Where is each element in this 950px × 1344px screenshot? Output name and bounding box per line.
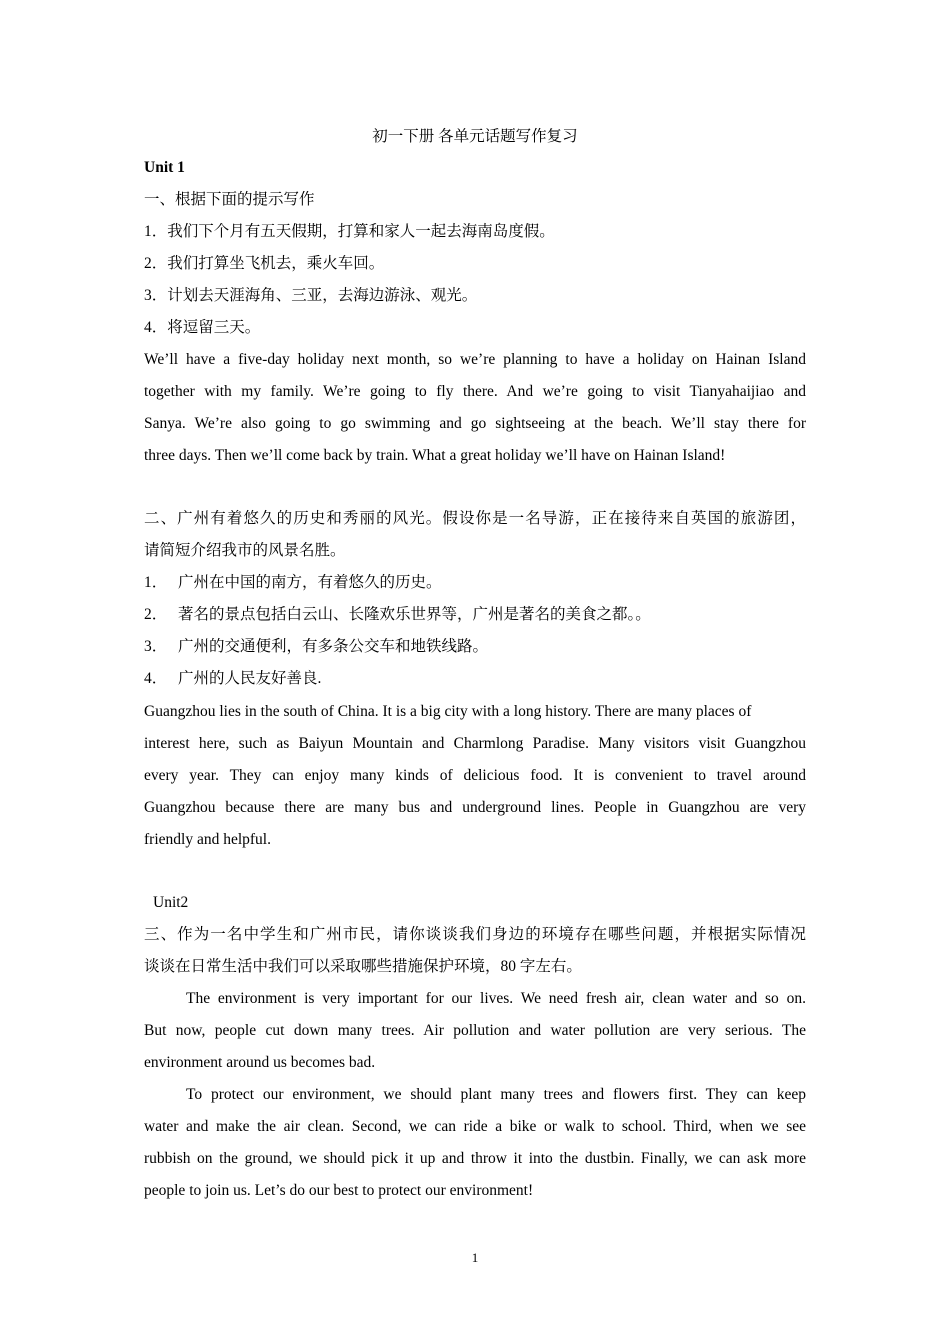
task1-hint-1: 1．我们下个月有五天假期，打算和家人一起去海南岛度假。 — [144, 223, 555, 240]
document-title: 初一下册 各单元话题写作复习 — [372, 128, 578, 145]
unit2-heading: Unit2 — [153, 894, 189, 911]
task1-hint-3: 3．计划去天涯海角、三亚，去海边游泳、观光。 — [144, 287, 478, 304]
task3-prompt-line-2: 谈谈在日常生活中我们可以采取哪些措施保护环境，80 字左右。 — [144, 958, 582, 975]
task3-para2-line-2: water and make the air clean. Second, we can ride a bike or walk to school. Third, when we see — [144, 1118, 806, 1135]
task1-prompt: 一、根据下面的提示写作 — [144, 191, 315, 208]
unit1-heading: Unit 1 — [144, 159, 185, 176]
task3-prompt-line-1: 三、作为一名中学生和广州市民，请你谈谈我们身边的环境存在哪些问题，并根据实际情况 — [144, 926, 806, 943]
task2-hint-3-text: 广州的交通便利，有多条公交车和地铁线路。 — [178, 638, 489, 655]
task2-prompt-line-1: 二、广州有着悠久的历史和秀丽的风光。假设你是一名导游，正在接待来自英国的旅游团， — [144, 510, 806, 527]
task2-hint-4-text: 广州的人民友好善良. — [178, 670, 322, 687]
task2-hint-1-text: 广州在中国的南方，有着悠久的历史。 — [178, 574, 442, 591]
task3-para2-line-4: people to join us. Let’s do our best to protect our environment! — [144, 1182, 534, 1199]
task2-hint-4-number: 4． — [144, 670, 168, 687]
task2-hint-2-number: 2． — [144, 606, 168, 623]
task3-para1-line-3: environment around us becomes bad. — [144, 1054, 376, 1071]
task3-para1-line-2: But now, people cut down many trees. Air pollution and water pollution are very serious. The — [144, 1022, 806, 1039]
task2-hint-3-number: 3． — [144, 638, 168, 655]
task1-essay-line-3: Sanya. We’re also going to go swimming and go sightseeing at the beach. We’ll stay there for — [144, 415, 806, 432]
task1-essay-line-1: We’ll have a five-day holiday next month, so we’re planning to have a holiday on Hainan Island — [144, 351, 806, 368]
task1-essay-line-2: together with my family. We’re going to fly there. And we’re going to visit Tianyahaijiao and — [144, 383, 806, 400]
task3-para2-line-1: To protect our environment, we should plant many trees and flowers first. They can keep — [186, 1086, 806, 1103]
page-number: 1 — [471, 1250, 479, 1265]
task2-essay-line-4: Guangzhou because there are many bus and underground lines. People in Guangzhou are very — [144, 799, 806, 816]
task2-essay-line-5: friendly and helpful. — [144, 831, 271, 848]
task2-hint-1 — [144, 573, 806, 593]
task2-hint-4 — [144, 669, 806, 689]
task2-essay-line-3: every year. They can enjoy many kinds of delicious food. It is convenient to travel around — [144, 767, 806, 784]
task3-para1-line-1: The environment is very important for our lives. We need fresh air, clean water and so on. — [186, 990, 806, 1007]
task2-essay-line-2: interest here, such as Baiyun Mountain and Charmlong Paradise. Many visitors visit Guangzhou — [144, 735, 806, 752]
task2-essay-line-1: Guangzhou lies in the south of China. It is a big city with a long history. There are many places of — [144, 703, 752, 720]
task2-hint-2-text: 著名的景点包括白云山、长隆欢乐世界等，广州是著名的美食之都。。 — [178, 606, 651, 623]
task1-essay-line-4: three days. Then we’ll come back by train. What a great holiday we’ll have on Hainan Island! — [144, 447, 726, 464]
task2-hint-1-number: 1． — [144, 574, 168, 591]
task2-hint-3 — [144, 637, 806, 657]
task2-prompt-line-2: 请简短介绍我市的风景名胜。 — [144, 542, 346, 559]
task2-hint-2 — [144, 605, 806, 625]
task1-hint-4: 4．将逗留三天。 — [144, 319, 261, 336]
task3-para2-line-3: rubbish on the ground, we should pick it up and throw it into the dustbin. Finally, we can ask more — [144, 1150, 806, 1167]
task1-hint-2: 2．我们打算坐飞机去，乘火车回。 — [144, 255, 385, 272]
